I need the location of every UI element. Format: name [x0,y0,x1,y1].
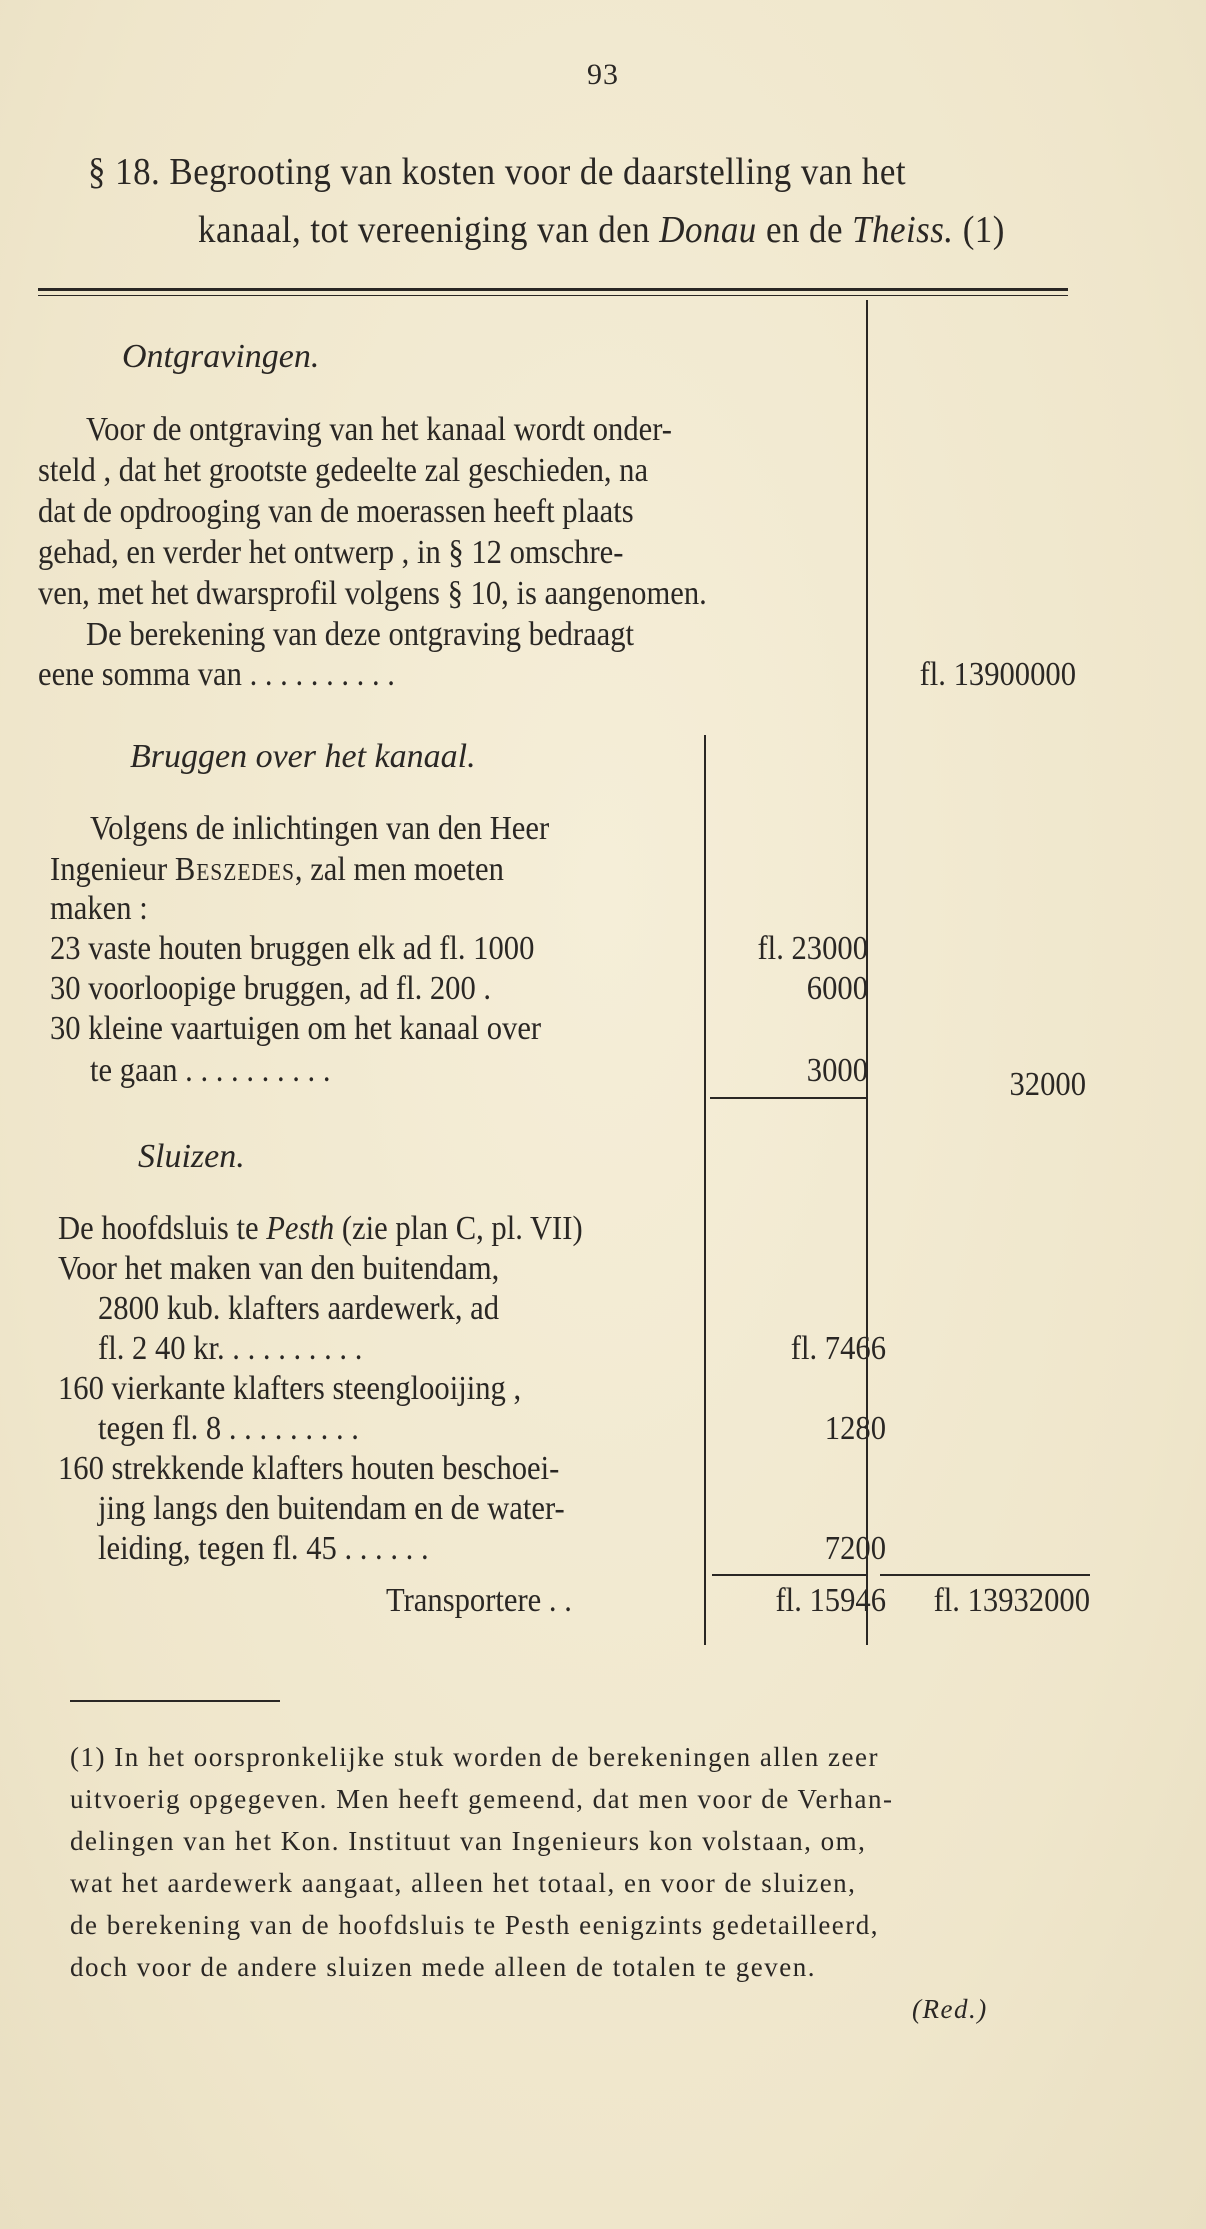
bruggen-item-2: 30 voorloopige bruggen, ad fl. 200 . [50,970,492,1007]
sluizen-line-7: 160 strekkende klafters houten beschoei- [58,1450,560,1487]
bruggen-item-3: 30 kleine vaartuigen om het kanaal over [50,1010,542,1047]
transport-subtotal: fl. 15946 [775,1582,886,1619]
total-sum-rule [880,1574,1090,1576]
heading-text-mid: en de [756,209,853,251]
sluizen-line-9: leiding, tegen fl. 45 . . . . . . [98,1530,429,1567]
sluizen-line-1 [58,1210,583,1248]
bruggen-item-1: 23 vaste houten bruggen elk ad fl. 1000 [50,930,535,967]
footnote-line-4: wat het aardewerk aangaat, alleen het totaal, en voor de sluizen, [70,1868,857,1898]
ontgravingen-line-5: ven, met het dwarsprofil volgens § 10, is aangenomen. [38,575,707,612]
sluizen-amount-3: 7200 [824,1530,886,1567]
footnote-signature: (Red.) [912,1994,988,2024]
footnote-rule [70,1700,280,1702]
place-pesth: Pesth [266,1210,335,1247]
heading-text: kanaal, tot vereeniging van den [198,209,660,251]
sluizen-amount-2: 1280 [824,1410,886,1447]
section-heading-line1: § 18. Begrooting van kosten voor de daarstelling van het [88,151,907,193]
bruggen-sum-rule [710,1097,866,1099]
footnote-line-5: de berekening van de hoofdsluis te Pesth eenigzints gedetailleerd, [70,1910,880,1940]
column-rule-subtotal [704,735,706,1645]
sluizen-line-8: jing langs den buitendam en de water- [98,1490,565,1527]
bruggen-intro-2-post: , zal men moeten [294,851,504,888]
ontgravingen-line-6: De berekening van deze ontgraving bedraagt [86,616,635,653]
heading-rule-thin [38,295,1068,296]
bruggen-intro-1: Volgens de inlichtingen van den Heer [90,810,550,847]
transport-total: fl. 13932000 [933,1582,1090,1619]
sluizen-line-3: 2800 kub. klafters aardewerk, ad [98,1290,500,1327]
ontgravingen-line-3: dat de opdrooging van de moerassen heeft plaats [38,493,634,530]
ontgravingen-total: fl. 13900000 [919,656,1076,693]
ontgravingen-line-2: steld , dat het grootste gedeelte zal geschieden, na [38,452,649,489]
page-number: 93 [587,58,619,91]
heading-rule-thick [38,288,1068,291]
section-heading-line2 [198,208,1005,252]
sluizen-line-1-pre: De hoofdsluis te [58,1210,267,1247]
sluizen-line-6: tegen fl. 8 . . . . . . . . . [98,1410,359,1447]
bruggen-intro-2-pre: Ingenieur [50,851,175,888]
sluizen-sum-rule [712,1574,868,1576]
sluizen-line-1-post: (zie plan C, pl. VII) [334,1210,583,1247]
ontgravingen-line-4: gehad, en verder het ontwerp , in § 12 omschre- [38,534,624,571]
ontgravingen-title: Ontgravingen. [122,338,320,375]
bruggen-intro-2 [50,851,504,889]
bruggen-item-4: te gaan . . . . . . . . . . [90,1052,331,1089]
bruggen-item-1-amount: fl. 23000 [757,930,868,967]
sluizen-amount-1: fl. 7466 [790,1330,886,1367]
heading-theiss: Theiss. [852,209,954,251]
footnote-line-1: (1) In het oorspronkelijke stuk worden de berekeningen allen zeer [70,1742,879,1772]
sluizen-line-5: 160 vierkante klafters steenglooijing , [58,1370,522,1407]
bruggen-total: 32000 [1009,1066,1086,1103]
sluizen-line-4: fl. 2 40 kr. . . . . . . . . . [98,1330,363,1367]
transport-label: Transportere . . [386,1582,572,1619]
footnote-line-6: doch voor de andere sluizen mede alleen de totalen te geven. [70,1952,816,1982]
footnote-reference: (1) [953,209,1005,251]
heading-donau: Donau [659,209,757,251]
bruggen-intro-3: maken : [50,890,148,927]
bruggen-item-4-amount: 3000 [806,1052,868,1089]
footnote-line-3: delingen van het Kon. Instituut van Ingenieurs kon volstaan, om, [70,1826,867,1856]
ontgravingen-line-7: eene somma van . . . . . . . . . . [38,656,395,693]
ontgravingen-line-1: Voor de ontgraving van het kanaal wordt onder- [86,411,673,448]
footnote-line-2: uitvoerig opgegeven. Men heeft gemeend, dat men voor de Verhan- [70,1784,894,1814]
sluizen-line-2: Voor het maken van den buitendam, [58,1250,500,1287]
bruggen-title: Bruggen over het kanaal. [130,738,476,775]
sluizen-title: Sluizen. [138,1138,245,1175]
bruggen-item-2-amount: 6000 [806,970,868,1007]
engineer-name: Beszedes [174,851,295,888]
